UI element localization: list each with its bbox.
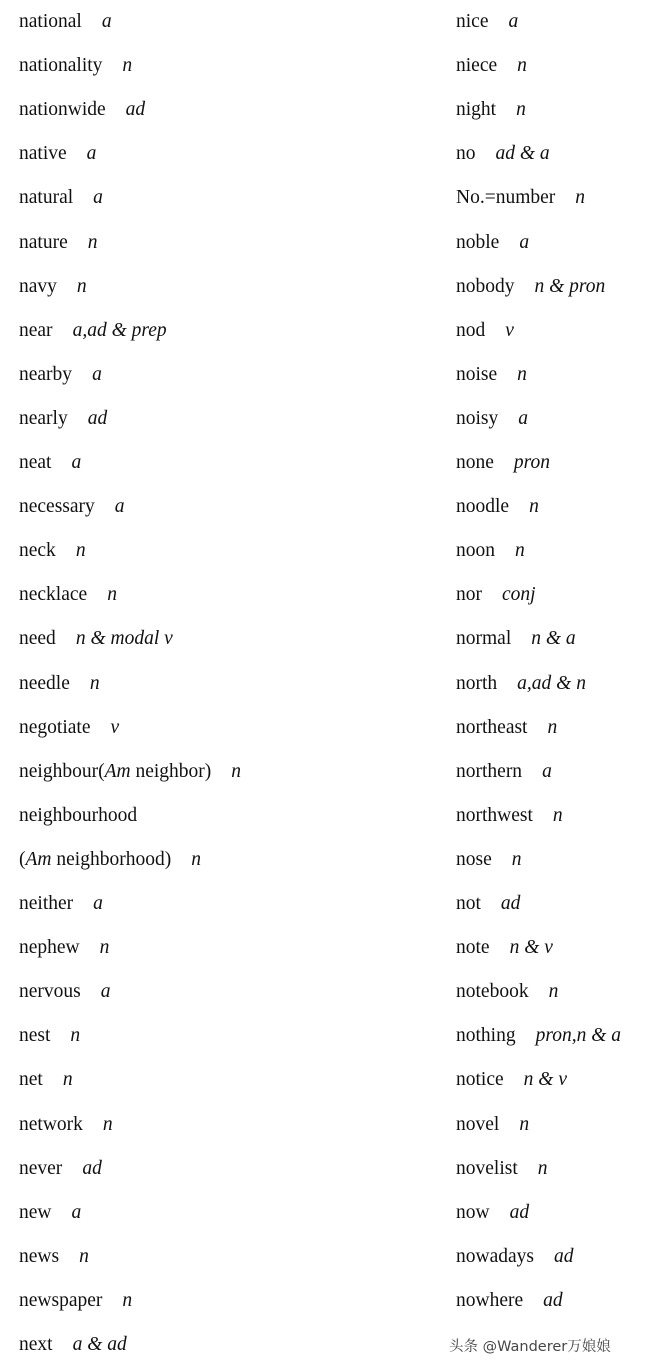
vocab-word: newspaper [19, 1289, 103, 1311]
part-of-speech: n [62, 1069, 73, 1091]
vocab-word: northern [456, 760, 523, 782]
vocab-entry [19, 1113, 113, 1137]
vocab-entry [19, 539, 86, 563]
part-of-speech: conj [502, 584, 536, 606]
vocab-word: nothing [456, 1025, 516, 1047]
vocab-word: no [456, 143, 476, 165]
part-of-speech: n [552, 804, 563, 826]
vocab-word: noon [456, 540, 495, 562]
part-of-speech: a [508, 11, 519, 32]
vocab-entry [456, 10, 518, 34]
vocab-entry [19, 1024, 80, 1048]
part-of-speech: v [110, 716, 120, 738]
part-of-speech: a [100, 981, 111, 1003]
vocab-word: novelist [456, 1157, 518, 1179]
vocab-word-part: neighbor) [130, 760, 212, 782]
vocab-word: native [19, 143, 67, 165]
vocab-word: nod [456, 319, 486, 341]
part-of-speech: ad [82, 1157, 102, 1179]
vocab-word: natural [19, 187, 74, 209]
vocab-entry [456, 1024, 621, 1048]
part-of-speech: a [71, 1201, 82, 1223]
vocab-entry [456, 54, 527, 78]
vocab-entry [19, 627, 173, 651]
part-of-speech: n [70, 1025, 81, 1047]
vocab-word: noodle [456, 496, 510, 518]
vocab-word: normal [456, 628, 512, 650]
vocab-entry [19, 1201, 81, 1225]
part-of-speech: pron [513, 452, 551, 473]
part-of-speech: a [519, 231, 530, 253]
part-of-speech: n [515, 540, 525, 562]
vocab-entry [19, 1157, 102, 1181]
vocab-entry [19, 275, 87, 299]
part-of-speech: n & v [509, 937, 553, 959]
vocab-word: note [456, 937, 490, 959]
vocab-word: nationwide [19, 99, 106, 121]
part-of-speech: n & v [523, 1069, 567, 1091]
part-of-speech: n [107, 584, 117, 606]
part-of-speech: n [519, 1113, 530, 1135]
part-of-speech: n [517, 55, 527, 77]
vocab-word: needle [19, 672, 70, 694]
vocab-entry [456, 495, 539, 519]
vocab-entry [19, 10, 112, 34]
vocab-word: nose [456, 848, 492, 870]
part-of-speech: a [114, 496, 125, 518]
part-of-speech: n & modal v [75, 628, 173, 650]
vocab-entry [19, 142, 96, 166]
vocab-entry [456, 804, 563, 828]
vocab-word: next [19, 1334, 53, 1355]
vocab-entry [456, 231, 529, 255]
vocab-entry [19, 451, 81, 475]
part-of-speech: a [93, 187, 103, 209]
vocab-word: none [456, 452, 494, 473]
vocab-entry [456, 627, 576, 651]
vocab-word: near [19, 319, 53, 341]
vocab-word: navy [19, 275, 57, 297]
vocab-word: nowadays [456, 1245, 534, 1267]
vocab-entry [19, 363, 102, 387]
vocab-word: nowhere [456, 1289, 524, 1311]
vocab-entry [456, 936, 553, 960]
vocab-word: neighbourhood [19, 804, 138, 826]
vocab-word: negotiate [19, 716, 91, 738]
vocab-entry [456, 760, 552, 784]
vocab-entry [19, 760, 241, 784]
vocab-word: northeast [456, 716, 528, 738]
vocab-entry [456, 275, 605, 299]
part-of-speech: n [537, 1157, 548, 1179]
vocab-word: nephew [19, 937, 80, 959]
part-of-speech: a [518, 407, 529, 429]
vocab-entry [19, 319, 167, 343]
vocab-word [19, 761, 211, 782]
part-of-speech: a,ad & n [517, 672, 586, 694]
part-of-speech: ad [87, 407, 108, 429]
part-of-speech: v [505, 319, 514, 341]
part-of-speech: ad [500, 893, 521, 914]
vocab-word: news [19, 1245, 60, 1267]
vocab-word: notice [456, 1069, 504, 1091]
vocab-entry [456, 980, 558, 1004]
part-of-speech: n [575, 187, 586, 209]
vocab-entry [19, 1289, 132, 1313]
vocab-word: necessary [19, 496, 95, 518]
vocab-word: No.=number [456, 187, 556, 209]
vocab-entry [19, 1068, 73, 1092]
vocab-word: nice [456, 11, 489, 32]
vocab-word: noble [456, 231, 500, 253]
vocab-word: nearby [19, 363, 73, 385]
part-of-speech: n [529, 496, 539, 518]
vocab-word: never [19, 1157, 63, 1179]
part-of-speech: a [92, 363, 102, 385]
part-of-speech: a [86, 143, 97, 165]
vocab-word: noisy [456, 407, 499, 429]
vocab-word: new [19, 1201, 52, 1223]
vocab-entry [19, 1245, 89, 1269]
part-of-speech: a [542, 760, 552, 782]
vocab-entry [456, 451, 550, 475]
vocab-word: nervous [19, 981, 81, 1003]
part-of-speech: n [87, 231, 98, 253]
vocab-entry [19, 231, 97, 255]
vocab-entry [19, 980, 111, 1004]
vocab-word: novel [456, 1113, 500, 1135]
vocab-word: network [19, 1113, 83, 1135]
part-of-speech: n & pron [534, 275, 606, 297]
part-of-speech: pron,n & a [535, 1025, 622, 1047]
part-of-speech: n [511, 848, 522, 870]
vocab-word: nationality [19, 55, 103, 77]
part-of-speech: n [548, 981, 559, 1003]
vocab-entry [456, 1201, 529, 1225]
vocab-word: nature [19, 231, 68, 253]
vocab-entry [456, 1113, 529, 1137]
vocab-entry [19, 186, 103, 210]
vocab-word: neat [19, 452, 52, 473]
vocab-entry [19, 892, 103, 916]
vocab-entry [19, 98, 145, 122]
vocab-entry [456, 319, 514, 343]
vocab-word [19, 849, 171, 870]
vocab-word: night [456, 99, 497, 121]
vocab-entry [456, 363, 527, 387]
vocab-entry [19, 495, 125, 519]
vocab-entry [19, 716, 119, 740]
vocab-entry [456, 186, 585, 210]
part-of-speech: a [101, 11, 112, 32]
vocab-entry [456, 848, 522, 872]
part-of-speech: n & a [531, 628, 576, 650]
part-of-speech: ad [125, 99, 146, 121]
vocab-entry [456, 1157, 548, 1181]
vocab-entry [456, 1245, 573, 1269]
american-spelling-label: Am [25, 848, 52, 870]
vocab-word: necklace [19, 584, 88, 606]
part-of-speech: a [71, 452, 82, 473]
part-of-speech: n [76, 275, 87, 297]
vocab-word: notebook [456, 981, 529, 1003]
part-of-speech: n [516, 99, 526, 121]
vocab-entry [456, 716, 557, 740]
vocab-word: now [456, 1201, 490, 1223]
vocab-entry [456, 1068, 567, 1092]
part-of-speech: ad & a [495, 143, 550, 165]
watermark: 头条 @Wanderer万娘娘 [449, 1339, 611, 1355]
vocab-entry [19, 936, 109, 960]
vocab-word: nearly [19, 407, 68, 429]
part-of-speech: ad [553, 1245, 574, 1267]
vocab-entry [19, 672, 100, 696]
vocab-entry [19, 1333, 127, 1357]
vocab-word: nobody [456, 275, 515, 297]
vocab-entry [456, 1289, 563, 1313]
vocab-word-part: ( [19, 848, 26, 870]
vocab-entry [456, 98, 526, 122]
part-of-speech: ad [543, 1289, 563, 1311]
vocab-entry [456, 583, 536, 607]
vocab-entry [456, 672, 586, 696]
part-of-speech: n [89, 672, 100, 694]
part-of-speech: n [547, 716, 558, 738]
vocab-entry [19, 804, 137, 828]
part-of-speech: n [231, 760, 241, 782]
vocab-word: noise [456, 363, 498, 385]
american-spelling-label: Am [104, 760, 131, 782]
part-of-speech: n [102, 1113, 113, 1135]
vocab-entry [456, 539, 525, 563]
part-of-speech: ad [509, 1201, 530, 1223]
vocab-word: neither [19, 893, 74, 914]
vocab-word-part: neighbour( [19, 760, 105, 782]
vocab-word: nor [456, 584, 482, 606]
vocab-word: niece [456, 55, 498, 77]
part-of-speech: n [122, 55, 133, 77]
vocab-word: need [19, 628, 56, 650]
vocab-word: north [456, 672, 498, 694]
part-of-speech: n [75, 540, 86, 562]
vocab-word: national [19, 11, 82, 32]
vocab-entry [19, 583, 117, 607]
vocab-entry [19, 407, 107, 431]
vocab-word-part: neighborhood) [51, 848, 172, 870]
vocab-entry [456, 892, 520, 916]
vocab-word: net [19, 1069, 43, 1091]
part-of-speech: n [79, 1245, 89, 1267]
vocab-entry [19, 848, 201, 872]
vocab-word: not [456, 893, 481, 914]
part-of-speech: n [122, 1289, 133, 1311]
vocab-word: neck [19, 540, 56, 562]
vocab-entry [19, 54, 132, 78]
part-of-speech: n [517, 363, 527, 385]
part-of-speech: n [191, 848, 201, 870]
vocab-entry [456, 407, 528, 431]
part-of-speech: a & ad [72, 1334, 127, 1355]
vocab-word: northwest [456, 804, 533, 826]
vocab-word: nest [19, 1025, 51, 1047]
part-of-speech: a [93, 893, 103, 914]
vocab-entry [456, 142, 550, 166]
part-of-speech: n [99, 937, 110, 959]
part-of-speech: a,ad & prep [72, 319, 167, 341]
